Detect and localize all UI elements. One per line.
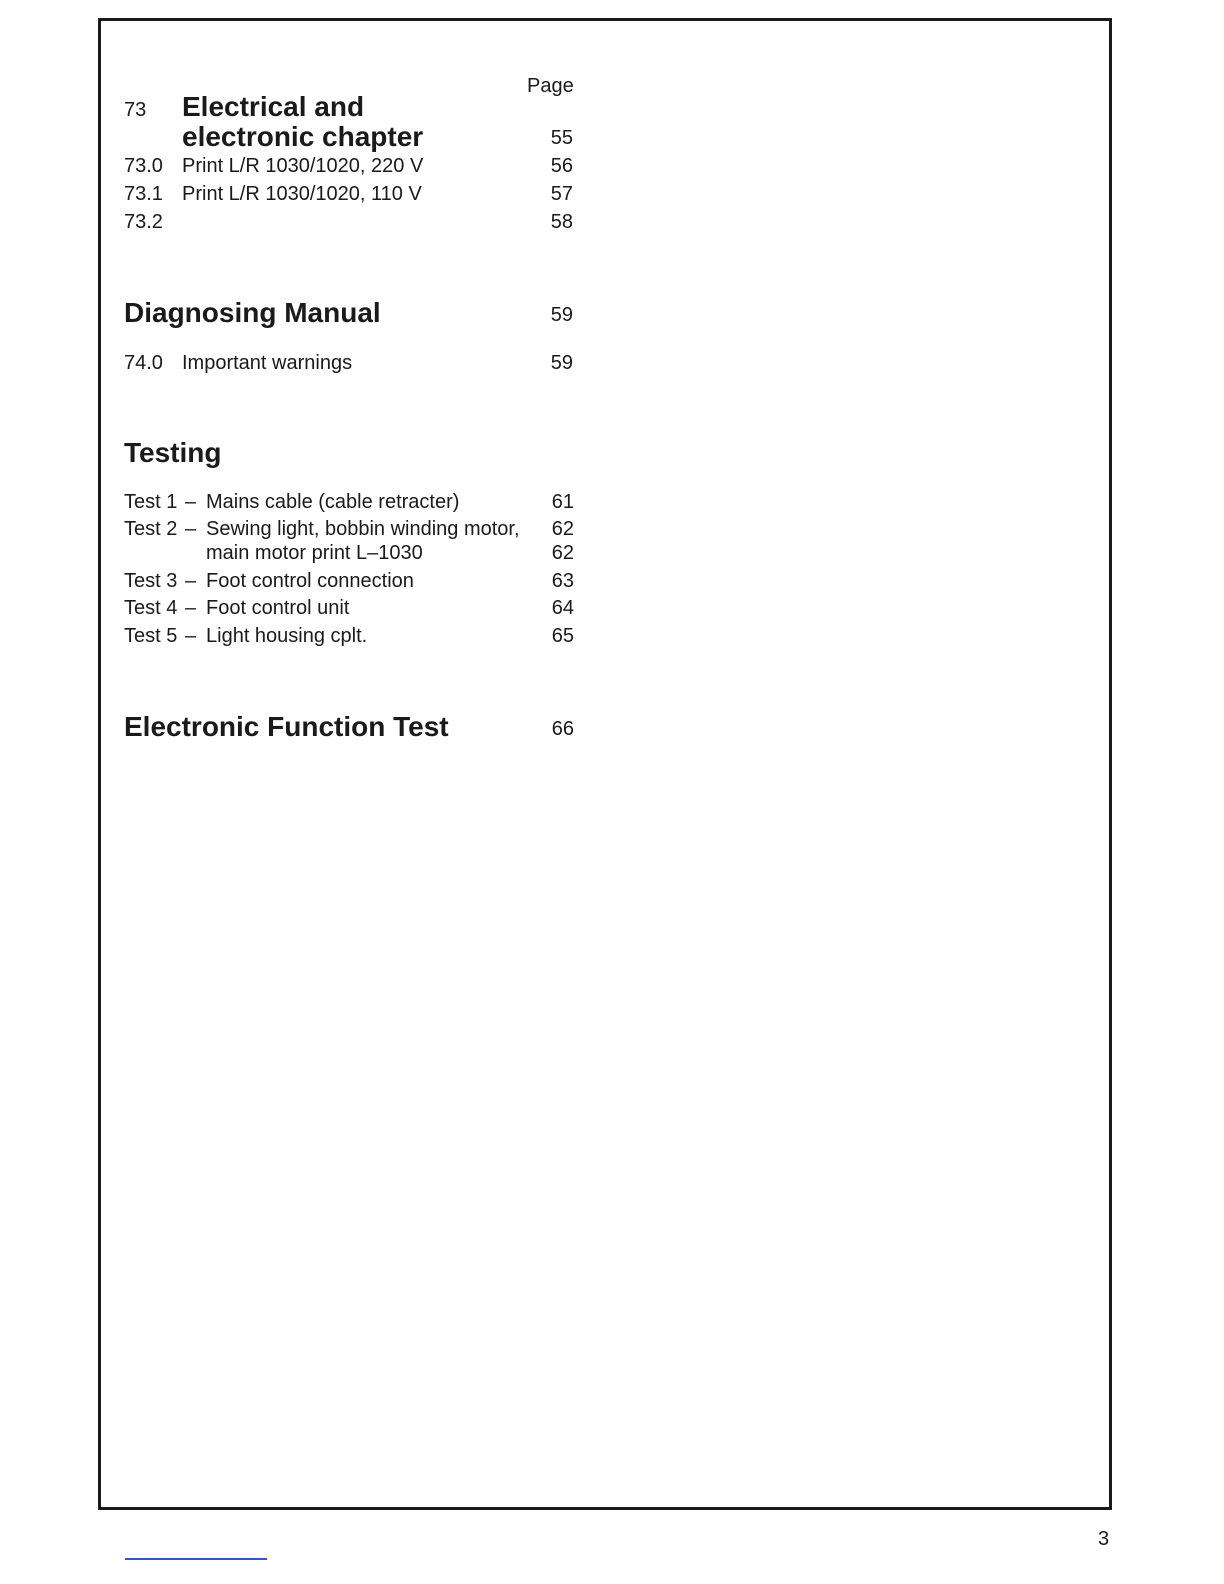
test-3-number: Test 3	[124, 570, 178, 592]
test-1-number: Test 1	[124, 491, 178, 513]
test-2-number: Test 2	[124, 518, 178, 540]
page-number: 3	[1098, 1528, 1110, 1550]
electronic-function-test-page: 66	[551, 718, 574, 740]
test-2-label-line1: Sewing light, bobbin winding motor,	[206, 518, 520, 540]
footer-rule	[125, 1558, 267, 1560]
test-2-page-line1: 62	[551, 518, 574, 540]
test-2-page-line2: 62	[551, 542, 574, 564]
toc-entry-73-0-label: Print L/R 1030/1020, 220 V	[182, 155, 424, 177]
toc-entry-73-2-page: 58	[550, 211, 573, 233]
toc-entry-74-0-page: 59	[550, 352, 573, 374]
toc-entry-74-0-number: 74.0	[124, 352, 163, 374]
test-1-dash: –	[185, 491, 197, 513]
test-4-label: Foot control unit	[206, 597, 350, 619]
toc-entry-73-2-number: 73.2	[124, 211, 163, 233]
page-border-frame	[98, 18, 1112, 1510]
test-4-number: Test 4	[124, 597, 178, 619]
toc-entry-73-0-page: 56	[550, 155, 573, 177]
section-73-page: 55	[550, 127, 573, 149]
test-5-number: Test 5	[124, 625, 178, 647]
test-3-label: Foot control connection	[206, 570, 414, 592]
toc-entry-73-1-label: Print L/R 1030/1020, 110 V	[182, 183, 422, 205]
test-3-dash: –	[185, 570, 197, 592]
test-2-dash: –	[185, 518, 197, 540]
toc-entry-73-0-number: 73.0	[124, 155, 163, 177]
test-5-page: 65	[551, 625, 574, 647]
test-1-label: Mains cable (cable retracter)	[206, 491, 460, 513]
page-column-label: Page	[527, 75, 574, 97]
section-73-title-line1: Electrical and	[182, 91, 365, 122]
diagnosing-manual-title: Diagnosing Manual	[124, 297, 381, 328]
test-3-page: 63	[551, 570, 574, 592]
toc-entry-73-1-number: 73.1	[124, 183, 163, 205]
electronic-function-test-title: Electronic Function Test	[124, 711, 449, 742]
test-1-page: 61	[551, 491, 574, 513]
section-73-title-line2: electronic chapter	[182, 121, 424, 152]
diagnosing-manual-page: 59	[550, 304, 573, 326]
section-73-number: 73	[124, 99, 147, 121]
toc-entry-74-0-label: Important warnings	[182, 352, 353, 374]
test-4-page: 64	[551, 597, 574, 619]
test-5-dash: –	[185, 625, 197, 647]
test-5-label: Light housing cplt.	[206, 625, 368, 647]
test-4-dash: –	[185, 597, 197, 619]
toc-entry-73-1-page: 57	[550, 183, 573, 205]
test-2-label-line2: main motor print L–1030	[206, 542, 423, 564]
testing-title: Testing	[124, 437, 222, 468]
